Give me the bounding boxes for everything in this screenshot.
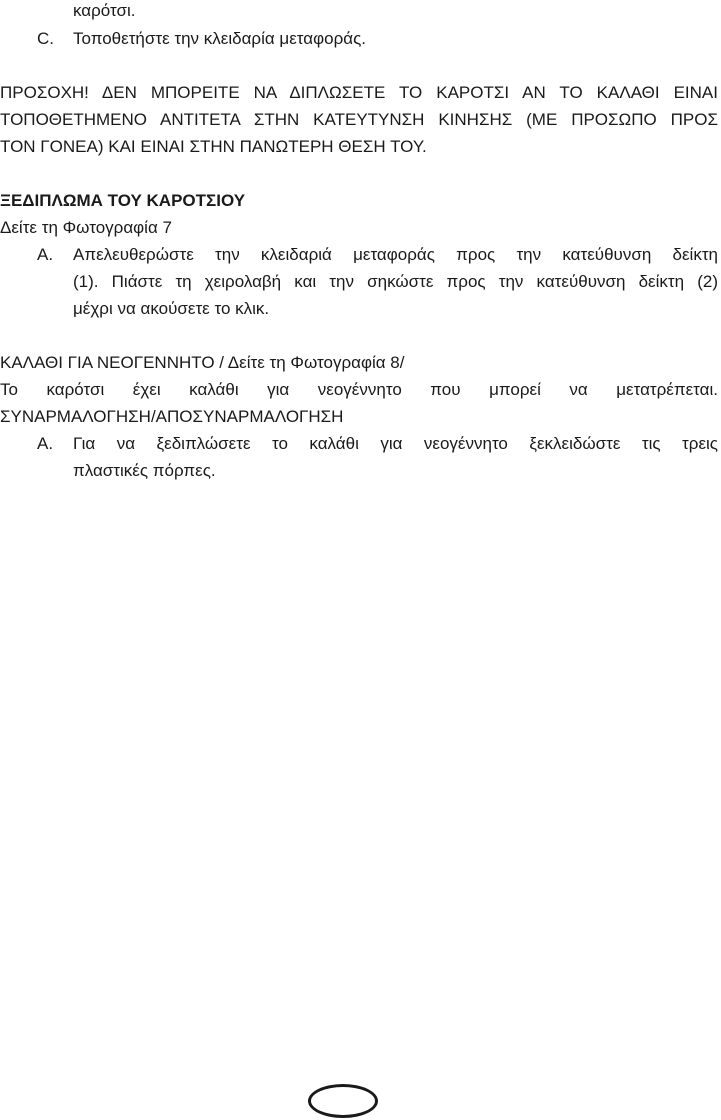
list-label-c: C. [37, 29, 54, 48]
unfolding-item-a-label: A. [37, 245, 54, 264]
unfolding-heading: ΞΕΔΙΠΛΩΜΑ ΤΟΥ ΚΑΡΟΤΣΙΟΥ [0, 191, 246, 210]
warning-line-2: ΤΟΠΟΘΕΤΗΜΕΝΟ ΑΝΤΙΤΕΤΑ ΣΤΗΝ ΚΑΤΕΥΤΥΝΣΗ ΚΙΝΗΣΗΣ (ΜΕ ΠΡΟΣΩΠΟ ΠΡΟΣ [0, 110, 718, 129]
unfolding-item-a-line-2: (1). Πιάστε τη χειρολαβή και την σηκώστε προς την κατεύθυνση δείκτη (2) [73, 272, 718, 291]
unfolding-item-a-line-3: μέχρι να ακούσετε το κλικ. [73, 299, 270, 318]
carrycot-item-a-label: A. [37, 434, 54, 453]
item-b-continuation: καρότσι. [73, 1, 136, 20]
unfolding-photo-ref: Δείτε τη Φωτογραφία 7 [0, 218, 172, 237]
page-number-oval [308, 1084, 378, 1118]
carrycot-item-a-line-2: πλαστικές πόρπες. [73, 461, 216, 480]
warning-line-3: ΤΟΝ ΓΟΝΕΑ) ΚΑΙ ΕΙΝΑΙ ΣΤΗΝ ΠΑΝΩΤΕΡΗ ΘΕΣΗ ΤΟΥ. [0, 137, 427, 156]
carrycot-intro-line-2: ΣΥΝΑΡΜΑΛΟΓΗΣΗ/ΑΠΟΣΥΝΑΡΜΑΛΟΓΗΣΗ [0, 407, 344, 426]
carrycot-heading: ΚΑΛΑΘΙ ΓΙΑ ΝΕΟΓΕΝΝΗΤΟ / Δείτε τη Φωτογραφία 8/ [0, 353, 405, 372]
unfolding-item-a-line-1: Απελευθερώστε την κλειδαριά μεταφοράς προς την κατεύθυνση δείκτη [73, 245, 718, 264]
carrycot-item-a-line-1: Για να ξεδιπλώσετε το καλάθι για νεογέννητο ξεκλειδώστε τις τρεις [73, 434, 718, 453]
list-text-c: Τοποθετήστε την κλειδαρία μεταφοράς. [73, 29, 366, 48]
warning-line-1: ΠΡΟΣΟΧΗ! ΔΕΝ ΜΠΟΡΕΙΤΕ ΝΑ ΔΙΠΛΩΣΕΤΕ ΤΟ ΚΑΡΟΤΣΙ ΑΝ ΤΟ ΚΑΛΑΘΙ ΕΙΝΑΙ [0, 83, 718, 102]
carrycot-intro-line-1: Το καρότσι έχει καλάθι για νεογέννητο που μπορεί να μετατρέπεται. [0, 380, 718, 399]
